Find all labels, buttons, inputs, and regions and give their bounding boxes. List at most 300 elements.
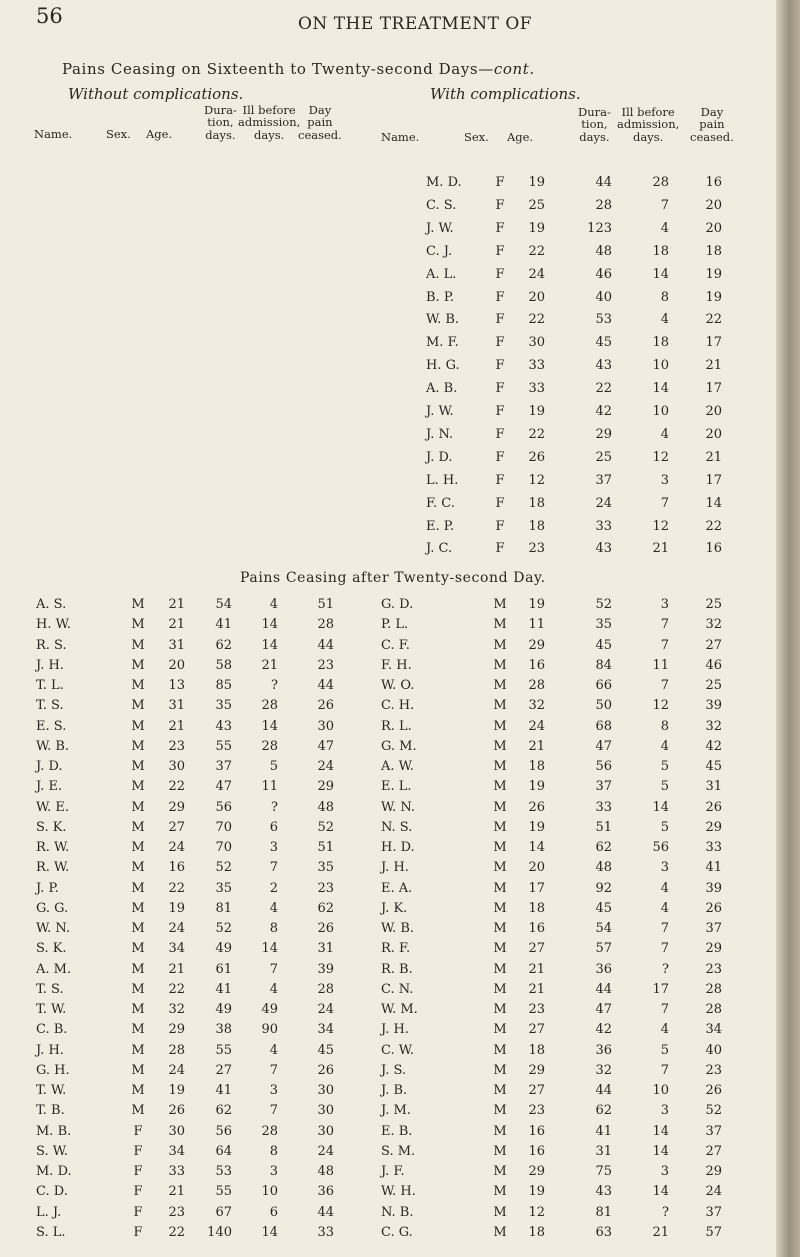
cell-sex: F	[495, 381, 505, 397]
left-group-heading: Without complications.	[68, 85, 244, 103]
cell-age: 16	[528, 657, 545, 673]
cell-ill-before: 4	[269, 1042, 278, 1058]
cell-pain-ceased: 37	[705, 1123, 722, 1139]
cell-sex: M	[131, 1022, 145, 1038]
cell-pain-ceased: 22	[705, 518, 722, 534]
cell-age: 13	[168, 678, 185, 693]
cell-age: 30	[168, 1123, 185, 1139]
cell-ill-before: 3	[269, 1164, 278, 1179]
cell-ill-before: 8	[660, 718, 669, 734]
cell-age: 24	[528, 718, 545, 734]
cell-pain-ceased: 37	[705, 1204, 722, 1220]
cell-pain-ceased: 26	[317, 921, 334, 936]
cell-name: W. N.	[381, 799, 416, 815]
cell-pain-ceased: 34	[705, 1022, 722, 1038]
cell-ill-before: 90	[261, 1022, 278, 1038]
cell-pain-ceased: 52	[317, 819, 334, 835]
cell-age: 19	[528, 220, 545, 236]
cell-name: C. S.	[426, 197, 457, 213]
cell-sex: F	[495, 426, 505, 442]
cell-duration: 62	[215, 1103, 232, 1119]
cell-name: W. M.	[381, 1002, 418, 1017]
cell-age: 28	[168, 1042, 185, 1058]
cell-sex: M	[131, 860, 145, 876]
cell-name: J. D.	[426, 449, 453, 465]
cell-ill-before: 6	[269, 1204, 278, 1220]
cell-ill-before: ?	[271, 799, 278, 815]
cell-ill-before: 4	[660, 312, 669, 328]
cell-sex: M	[131, 880, 145, 896]
cell-ill-before: 14	[652, 1184, 669, 1200]
cell-name: J. H.	[36, 657, 64, 673]
cell-name: W. H.	[381, 1184, 416, 1200]
cell-name: W. B.	[426, 312, 460, 328]
cell-duration: 45	[595, 900, 612, 916]
cell-age: 23	[168, 1204, 185, 1220]
cell-sex: M	[493, 900, 507, 916]
cell-name: C. W.	[381, 1042, 414, 1058]
cell-sex: M	[493, 698, 507, 714]
cell-name: J. H.	[381, 1022, 409, 1038]
cell-pain-ceased: 21	[705, 449, 722, 465]
cell-sex: M	[131, 738, 145, 754]
cell-name: F. C.	[426, 495, 455, 511]
cell-duration: 61	[215, 961, 232, 977]
cell-ill-before: 5	[660, 1042, 669, 1058]
cell-age: 18	[528, 900, 545, 916]
cell-ill-before: 7	[660, 1062, 669, 1078]
cell-ill-before: 14	[261, 941, 278, 957]
cell-age: 21	[168, 597, 185, 612]
header-ill-right: Ill before admission, days.	[617, 105, 680, 144]
cell-age: 18	[528, 495, 545, 511]
cell-age: 21	[168, 961, 185, 977]
cell-ill-before: 3	[660, 1103, 669, 1119]
cell-age: 21	[168, 718, 185, 734]
cell-ill-before: 3	[269, 1083, 278, 1098]
cell-ill-before: 11	[652, 657, 669, 673]
cell-name: G. M.	[381, 738, 417, 754]
cell-pain-ceased: 44	[317, 1204, 334, 1220]
cell-age: 19	[528, 819, 545, 835]
cell-name: L. J.	[36, 1204, 62, 1220]
cell-duration: 43	[595, 358, 612, 374]
cell-sex: M	[493, 738, 507, 754]
cell-age: 34	[168, 1143, 185, 1159]
cell-age: 21	[168, 1184, 185, 1200]
cell-sex: M	[131, 779, 145, 795]
table-row	[0, 450, 776, 474]
cell-duration: 57	[595, 941, 612, 957]
cell-age: 22	[168, 981, 185, 997]
cell-age: 23	[168, 738, 185, 754]
cell-name: S. L.	[36, 1224, 66, 1240]
cell-ill-before: 7	[269, 961, 278, 977]
cell-sex: M	[493, 1083, 507, 1098]
cell-name: J. S.	[381, 1062, 407, 1078]
cell-duration: 46	[595, 266, 612, 282]
cell-ill-before: 4	[660, 738, 669, 754]
cell-pain-ceased: 47	[317, 738, 334, 754]
cell-ill-before: 28	[261, 698, 278, 714]
table-row	[0, 404, 776, 428]
cell-name: A. W.	[381, 759, 414, 774]
cell-name: C. H.	[381, 698, 415, 714]
cell-ill-before: 7	[660, 678, 669, 693]
cell-age: 22	[168, 880, 185, 896]
cell-pain-ceased: 39	[317, 961, 334, 977]
cell-sex: F	[495, 243, 505, 259]
cell-name: N. S.	[381, 819, 413, 835]
cell-age: 32	[528, 698, 545, 714]
table-row	[0, 267, 776, 291]
cell-sex: M	[493, 657, 507, 673]
cell-name: T. W.	[36, 1002, 67, 1017]
cell-name: S. M.	[381, 1143, 416, 1159]
cell-duration: 47	[595, 1002, 612, 1017]
running-head: ON THE TREATMENT OF	[298, 14, 533, 34]
cell-age: 22	[528, 426, 545, 442]
cell-ill-before: 5	[660, 819, 669, 835]
cell-pain-ceased: 24	[317, 1143, 334, 1159]
cell-ill-before: 4	[660, 1022, 669, 1038]
table-row	[0, 381, 776, 405]
cell-sex: M	[493, 961, 507, 977]
cell-sex: M	[131, 1062, 145, 1078]
cell-age: 21	[528, 961, 545, 977]
cell-name: C. D.	[36, 1184, 68, 1200]
cell-age: 29	[168, 799, 185, 815]
cell-duration: 32	[595, 1062, 612, 1078]
table-title-text: Pains Ceasing on Sixteenth to Twenty-second Days	[62, 60, 479, 78]
cell-pain-ceased: 26	[317, 1062, 334, 1078]
cell-pain-ceased: 27	[705, 1143, 722, 1159]
cell-name: W. B.	[36, 738, 70, 754]
header-name-right: Name.	[381, 130, 420, 144]
cell-sex: M	[493, 921, 507, 936]
cell-age: 24	[168, 1062, 185, 1078]
cell-pain-ceased: 17	[705, 335, 722, 351]
cell-age: 19	[528, 779, 545, 795]
cell-ill-before: 4	[269, 597, 278, 612]
cell-pain-ceased: 57	[705, 1224, 722, 1240]
cell-duration: 40	[595, 289, 612, 305]
cell-duration: 42	[595, 404, 612, 419]
cell-sex: F	[495, 289, 505, 305]
cell-age: 29	[528, 637, 545, 653]
cell-pain-ceased: 36	[317, 1184, 334, 1200]
cell-pain-ceased: 30	[317, 1103, 334, 1119]
cell-ill-before: 7	[269, 1103, 278, 1119]
cell-sex: M	[493, 1184, 507, 1200]
cell-age: 14	[528, 840, 545, 855]
cell-name: E. B.	[381, 1123, 413, 1139]
table-row	[0, 175, 776, 199]
table-row	[0, 335, 776, 359]
cell-name: E. S.	[36, 718, 67, 734]
cell-name: C. G.	[381, 1224, 413, 1240]
cell-age: 18	[528, 1224, 545, 1240]
cell-sex: M	[131, 840, 145, 855]
cell-name: S. K.	[36, 819, 67, 835]
cell-name: R. W.	[36, 860, 70, 876]
cell-duration: 62	[215, 637, 232, 653]
cell-sex: M	[131, 657, 145, 673]
cell-age: 31	[168, 698, 185, 714]
cell-pain-ceased: 29	[317, 779, 334, 795]
cell-sex: M	[131, 799, 145, 815]
cell-ill-before: 21	[652, 541, 669, 557]
cell-ill-before: 10	[652, 404, 669, 419]
cell-duration: 56	[215, 799, 232, 815]
cell-age: 22	[528, 312, 545, 328]
cell-duration: 62	[595, 1103, 612, 1119]
cell-duration: 24	[595, 495, 612, 511]
cell-duration: 29	[595, 426, 612, 442]
header-pain-right: Day pain ceased.	[690, 105, 734, 144]
cell-age: 24	[528, 266, 545, 282]
cell-duration: 37	[595, 779, 612, 795]
cell-sex: F	[495, 197, 505, 213]
cell-sex: M	[493, 1224, 507, 1240]
cell-pain-ceased: 17	[705, 381, 722, 397]
cell-pain-ceased: 44	[317, 678, 334, 693]
cell-sex: F	[133, 1123, 143, 1139]
cell-name: J. K.	[381, 900, 408, 916]
cell-duration: 58	[215, 657, 232, 673]
cell-name: M. D.	[36, 1164, 72, 1179]
cell-name: L. H.	[426, 472, 459, 488]
cell-pain-ceased: 45	[705, 759, 722, 774]
cell-sex: M	[493, 1062, 507, 1078]
cell-pain-ceased: 42	[705, 738, 722, 754]
cell-sex: F	[133, 1164, 143, 1179]
cell-name: R. B.	[381, 961, 413, 977]
cell-ill-before: 49	[261, 1002, 278, 1017]
cell-sex: M	[131, 1002, 145, 1017]
cell-age: 29	[168, 1022, 185, 1038]
cell-age: 27	[528, 941, 545, 957]
cell-ill-before: 14	[652, 381, 669, 397]
cell-pain-ceased: 28	[705, 1002, 722, 1017]
cell-ill-before: 4	[660, 426, 669, 442]
cell-duration: 92	[595, 880, 612, 896]
cell-age: 23	[528, 1103, 545, 1119]
cell-sex: M	[131, 718, 145, 734]
cell-name: A. M.	[36, 961, 72, 977]
cell-pain-ceased: 37	[705, 921, 722, 936]
cell-pain-ceased: 48	[317, 1164, 334, 1179]
cell-sex: F	[133, 1224, 143, 1240]
cell-duration: 70	[215, 819, 232, 835]
cell-age: 30	[528, 335, 545, 351]
cell-duration: 48	[595, 243, 612, 259]
cell-age: 28	[528, 678, 545, 693]
cell-pain-ceased: 24	[317, 1002, 334, 1017]
cell-duration: 35	[215, 880, 232, 896]
cell-sex: M	[493, 759, 507, 774]
cell-pain-ceased: 33	[317, 1224, 334, 1240]
cell-pain-ceased: 62	[317, 900, 334, 916]
cell-age: 30	[168, 759, 185, 774]
cell-age: 27	[168, 819, 185, 835]
cell-duration: 27	[215, 1062, 232, 1078]
cell-pain-ceased: 14	[705, 495, 722, 511]
cell-age: 33	[168, 1164, 185, 1179]
cell-sex: M	[493, 1002, 507, 1017]
cell-ill-before: 7	[660, 197, 669, 213]
cell-sex: F	[133, 1143, 143, 1159]
cell-ill-before: 4	[660, 220, 669, 236]
cell-pain-ceased: 51	[317, 840, 334, 855]
cell-sex: F	[133, 1184, 143, 1200]
cell-name: R. F.	[381, 941, 411, 957]
cell-pain-ceased: 30	[317, 1083, 334, 1098]
cell-pain-ceased: 40	[705, 1042, 722, 1058]
cell-name: M. D.	[426, 175, 462, 190]
cell-pain-ceased: 16	[705, 541, 722, 557]
cell-sex: M	[493, 718, 507, 734]
cell-sex: F	[495, 449, 505, 465]
cell-name: J. N.	[426, 426, 454, 442]
cell-pain-ceased: 23	[317, 880, 334, 896]
cell-ill-before: 3	[660, 860, 669, 876]
cell-pain-ceased: 19	[705, 266, 722, 282]
cell-pain-ceased: 34	[317, 1022, 334, 1038]
cell-duration: 50	[595, 698, 612, 714]
cell-sex: M	[131, 921, 145, 936]
cell-age: 19	[528, 1184, 545, 1200]
cell-name: W. E.	[36, 799, 69, 815]
cell-ill-before: 14	[261, 1224, 278, 1240]
cell-ill-before: 7	[660, 495, 669, 511]
cell-duration: 70	[215, 840, 232, 855]
cell-pain-ceased: 28	[317, 981, 334, 997]
cell-ill-before: 18	[652, 243, 669, 259]
cell-sex: F	[495, 358, 505, 374]
cell-sex: M	[493, 1143, 507, 1159]
cell-ill-before: 4	[269, 900, 278, 916]
cell-ill-before: 10	[261, 1184, 278, 1200]
cell-ill-before: 7	[660, 921, 669, 936]
cell-pain-ceased: 26	[705, 1083, 722, 1098]
cell-age: 20	[528, 289, 545, 305]
cell-duration: 53	[595, 312, 612, 328]
cell-pain-ceased: 29	[705, 1164, 722, 1179]
cell-pain-ceased: 25	[705, 597, 722, 612]
header-duration-right: Dura- tion, days.	[578, 105, 611, 144]
right-group-heading: With complications.	[430, 85, 581, 103]
cell-duration: 44	[595, 981, 612, 997]
cell-pain-ceased: 23	[317, 657, 334, 673]
cell-name: J. F.	[381, 1164, 405, 1179]
cell-ill-before: 7	[660, 637, 669, 653]
cell-pain-ceased: 33	[705, 840, 722, 855]
cell-duration: 43	[215, 718, 232, 734]
table-row	[0, 312, 776, 336]
cell-pain-ceased: 52	[705, 1103, 722, 1119]
header-duration-left: Dura- tion, days.	[204, 103, 237, 142]
table-row	[0, 496, 776, 520]
cell-duration: 66	[595, 678, 612, 693]
cell-ill-before: 12	[652, 698, 669, 714]
cell-age: 33	[528, 381, 545, 397]
cell-ill-before: 14	[261, 637, 278, 653]
cell-sex: M	[131, 981, 145, 997]
cell-ill-before: 12	[652, 518, 669, 534]
cell-pain-ceased: 45	[317, 1042, 334, 1058]
cell-age: 27	[528, 1022, 545, 1038]
cell-age: 27	[528, 1083, 545, 1098]
cell-ill-before: 12	[652, 449, 669, 465]
cell-name: W. O.	[381, 678, 415, 693]
cell-duration: 36	[595, 961, 612, 977]
cell-pain-ceased: 27	[705, 637, 722, 653]
cell-pain-ceased: 51	[317, 597, 334, 612]
header-pain-left: Day pain ceased.	[298, 103, 342, 142]
cell-ill-before: 4	[269, 981, 278, 997]
cell-age: 16	[528, 921, 545, 936]
cell-duration: 43	[595, 1184, 612, 1200]
cell-duration: 41	[595, 1123, 612, 1139]
cell-name: J. M.	[381, 1103, 411, 1119]
cell-pain-ceased: 39	[705, 880, 722, 896]
cell-sex: M	[493, 637, 507, 653]
cell-sex: F	[495, 541, 505, 557]
page-number: 56	[36, 4, 63, 28]
cell-age: 26	[528, 799, 545, 815]
cell-name: J. D.	[36, 759, 63, 774]
cell-ill-before: 7	[269, 860, 278, 876]
cell-age: 25	[528, 197, 545, 213]
cell-sex: M	[131, 941, 145, 957]
cell-pain-ceased: 26	[317, 698, 334, 714]
cell-sex: M	[493, 819, 507, 835]
cell-name: S. K.	[36, 941, 67, 957]
cell-ill-before: ?	[662, 1204, 669, 1220]
cell-age: 23	[528, 1002, 545, 1017]
table-title	[62, 60, 535, 78]
table-row	[0, 244, 776, 268]
table-row	[0, 290, 776, 314]
cell-ill-before: 3	[660, 1164, 669, 1179]
cell-name: J. H.	[36, 1042, 64, 1058]
cell-pain-ceased: 21	[705, 358, 722, 374]
cell-pain-ceased: 23	[705, 1062, 722, 1078]
cell-ill-before: 28	[261, 1123, 278, 1139]
cell-ill-before: 28	[652, 175, 669, 190]
cell-duration: 45	[595, 637, 612, 653]
cell-sex: M	[131, 1042, 145, 1058]
cell-duration: 140	[207, 1224, 232, 1240]
cell-duration: 54	[595, 921, 612, 936]
cell-sex: F	[495, 335, 505, 351]
cell-duration: 67	[215, 1204, 232, 1220]
cell-duration: 47	[595, 738, 612, 754]
cell-sex: M	[131, 678, 145, 693]
cell-ill-before: 17	[652, 981, 669, 997]
cell-duration: 22	[595, 381, 612, 397]
cell-duration: 55	[215, 1042, 232, 1058]
cell-pain-ceased: 18	[705, 243, 722, 259]
cell-age: 22	[168, 1224, 185, 1240]
cell-sex: F	[495, 220, 505, 236]
cell-age: 22	[168, 779, 185, 795]
cell-pain-ceased: 24	[705, 1184, 722, 1200]
table-row	[0, 221, 776, 245]
cell-duration: 41	[215, 617, 232, 633]
cell-pain-ceased: 20	[705, 426, 722, 442]
